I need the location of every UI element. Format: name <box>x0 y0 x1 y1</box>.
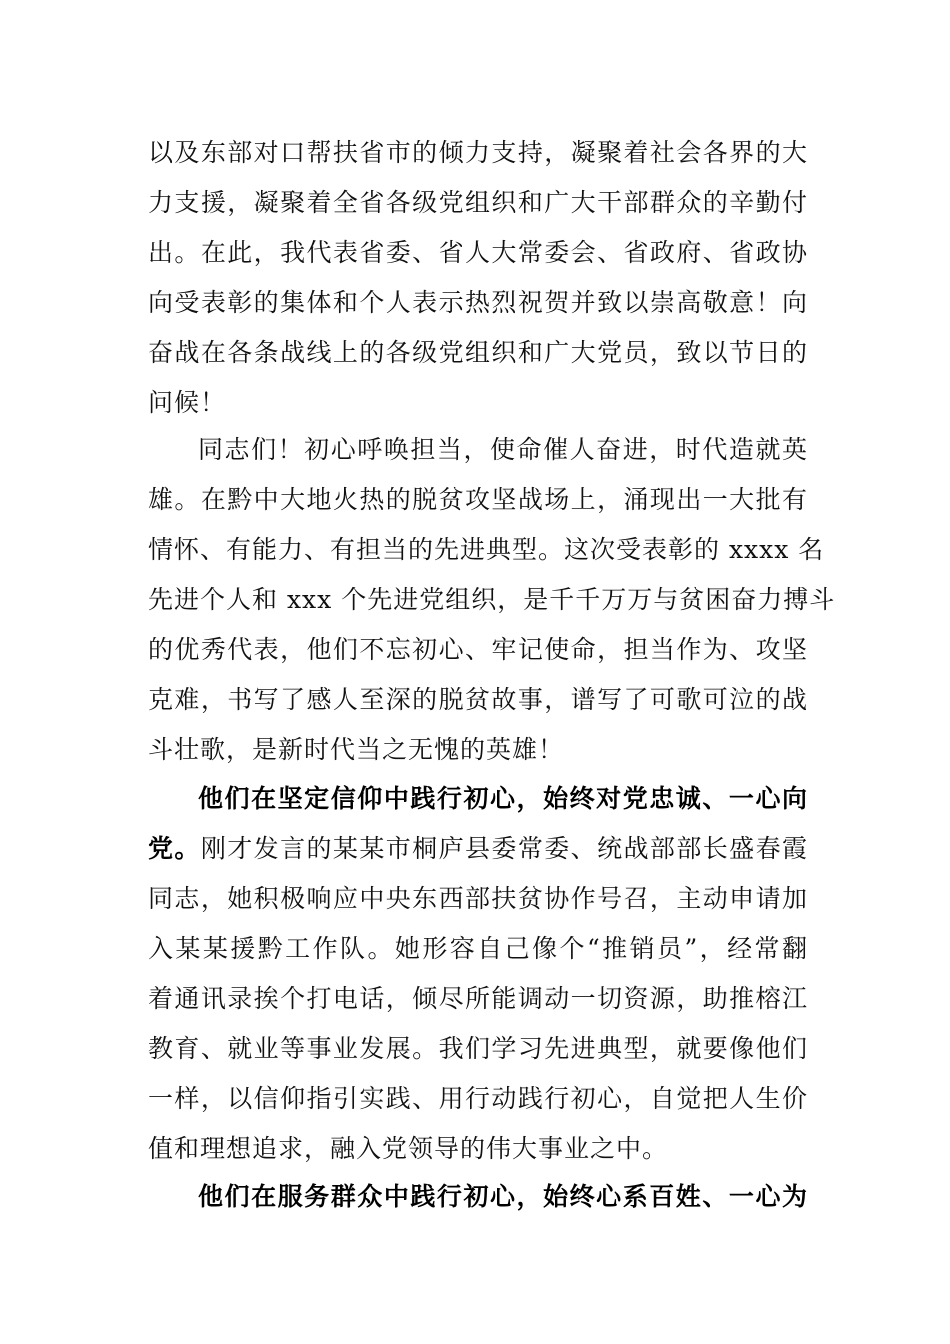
paragraph-2-line-5: 的优秀代表，他们不忘初心、牢记使命，担当作为、攻坚 <box>148 635 808 664</box>
paragraph-3-line-6: 教育、就业等事业发展。我们学习先进典型，就要像他们 <box>148 1034 808 1063</box>
paragraph-3-line-8: 值和理想追求，融入党领导的伟大事业之中。 <box>148 1134 669 1163</box>
paragraph-1-line-3: 出。在此，我代表省委、省人大常委会、省政府、省政协 <box>148 238 808 267</box>
paragraph-2-line-2: 雄。在黔中大地火热的脱贫攻坚战场上，涌现出一大批有 <box>148 485 808 514</box>
paragraph-3-heading: 他们在坚定信仰中践行初心，始终对党忠诚、一心向 <box>198 784 808 813</box>
paragraph-3-heading-tail: 党。 <box>148 834 201 863</box>
paragraph-1-line-6: 问候！ <box>148 388 227 417</box>
paragraph-2-line-7: 斗壮歌，是新时代当之无愧的英雄！ <box>148 735 565 764</box>
paragraph-2-line-3: 情怀、有能力、有担当的先进典型。这次受表彰的 xxxx 名 <box>148 535 825 564</box>
paragraph-2-line-1: 同志们！初心呼唤担当，使命催人奋进，时代造就英 <box>198 435 808 464</box>
paragraph-3-line-3: 同志，她积极响应中央东西部扶贫协作号召，主动申请加 <box>148 884 808 913</box>
paragraph-3-line-7: 一样，以信仰指引实践、用行动践行初心，自觉把人生价 <box>148 1084 808 1113</box>
paragraph-3-line-2 <box>148 824 808 874</box>
paragraph-4-heading: 他们在服务群众中践行初心，始终心系百姓、一心为 <box>198 1182 808 1211</box>
paragraph-3-line-5: 着通讯录挨个打电话，倾尽所能调动一切资源，助推榕江 <box>148 984 808 1013</box>
paragraph-1-line-1: 以及东部对口帮扶省市的倾力支持，凝聚着社会各界的大 <box>148 138 808 167</box>
paragraph-3-line-2-rest: 刚才发言的某某市桐庐县委常委、统战部部长盛春霞 <box>200 834 808 863</box>
paragraph-1-line-4: 向受表彰的集体和个人表示热烈祝贺并致以崇高敬意！向 <box>148 288 808 317</box>
paragraph-1-line-5: 奋战在各条战线上的各级党组织和广大党员，致以节日的 <box>148 338 808 367</box>
paragraph-2-line-6: 克难，书写了感人至深的脱贫故事，谱写了可歌可泣的战 <box>148 685 808 714</box>
paragraph-2-line-4: 先进个人和 xxx 个先进党组织，是千千万万与贫困奋力搏斗 <box>148 585 836 614</box>
paragraph-3-line-4: 入某某援黔工作队。她形容自己像个“推销员”，经常翻 <box>148 934 808 963</box>
paragraph-1-line-2: 力支援，凝聚着全省各级党组织和广大干部群众的辛勤付 <box>148 188 808 217</box>
